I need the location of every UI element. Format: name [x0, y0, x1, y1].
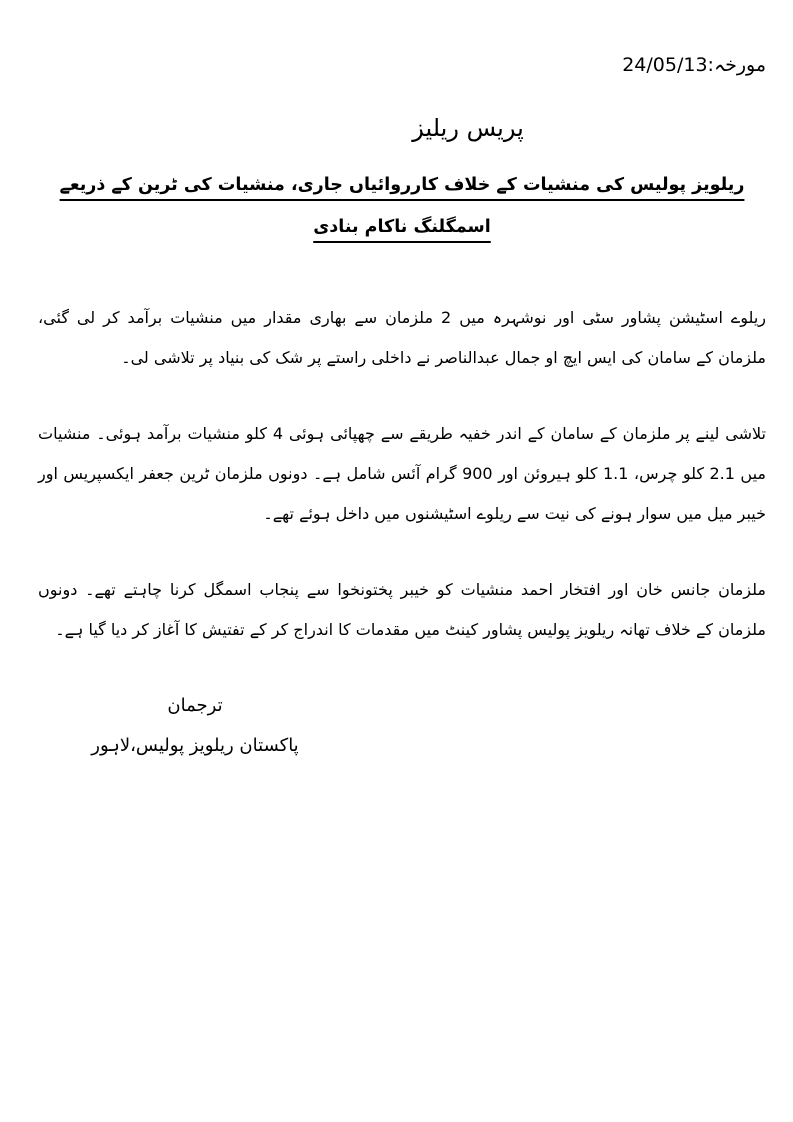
signature-role: ترجمان: [167, 695, 223, 716]
body-text: [38, 298, 766, 650]
page-title: پریس ریلیز: [412, 114, 524, 142]
signature-block: [60, 686, 330, 766]
headline: ریلویز پولیس کی منشیات کے خلاف کارروائیاں جاری، منشیات کی ٹرین کے ذریعے اسمگلنگ ناکام بنادی: [59, 175, 745, 237]
paragraph-3: ملزمان جانس خان اور افتخار احمد منشیات کو خیبر پختونخوا سے پنجاب اسمگل کرنا چاہتے تھے۔ دونوں ملزمان کے خلاف تھانہ ریلویز پولیس پشاور کینٹ میں مقدمات کا اندراج کر کے تفتیش کا آغاز کر دیا گیا ہے۔: [38, 580, 766, 639]
signature-org: پاکستان ریلویز پولیس،لاہور: [91, 735, 299, 756]
date-line: مورخہ:24/05/13: [622, 54, 766, 76]
paragraph-2: تلاشی لینے پر ملزمان کے سامان کے اندر خفیہ طریقے سے چھپائی ہوئی 4 کلو منشیات برآمد ہوئی۔ منشیات میں 2.1 کلو چرس، 1.1 کلو ہیروئن اور 900 گرام آئس شامل ہے۔ دونوں ملزمان ٹرین جعفر ایکسپریس اور خیبر میل میں سوار ہونے کی نیت سے ریلوے اسٹیشنوں میں داخل ہوئے تھے۔: [38, 424, 767, 523]
paragraph-1: ریلوے اسٹیشن پشاور سٹی اور نوشہرہ میں 2 ملزمان سے بھاری مقدار میں منشیات برآمد کر لی گئی، ملزمان کے سامان کی ایس ایچ او جمال عبدالناصر نے داخلی راستے پر شک کی بنیاد پر تلاشی لی۔: [38, 308, 767, 367]
